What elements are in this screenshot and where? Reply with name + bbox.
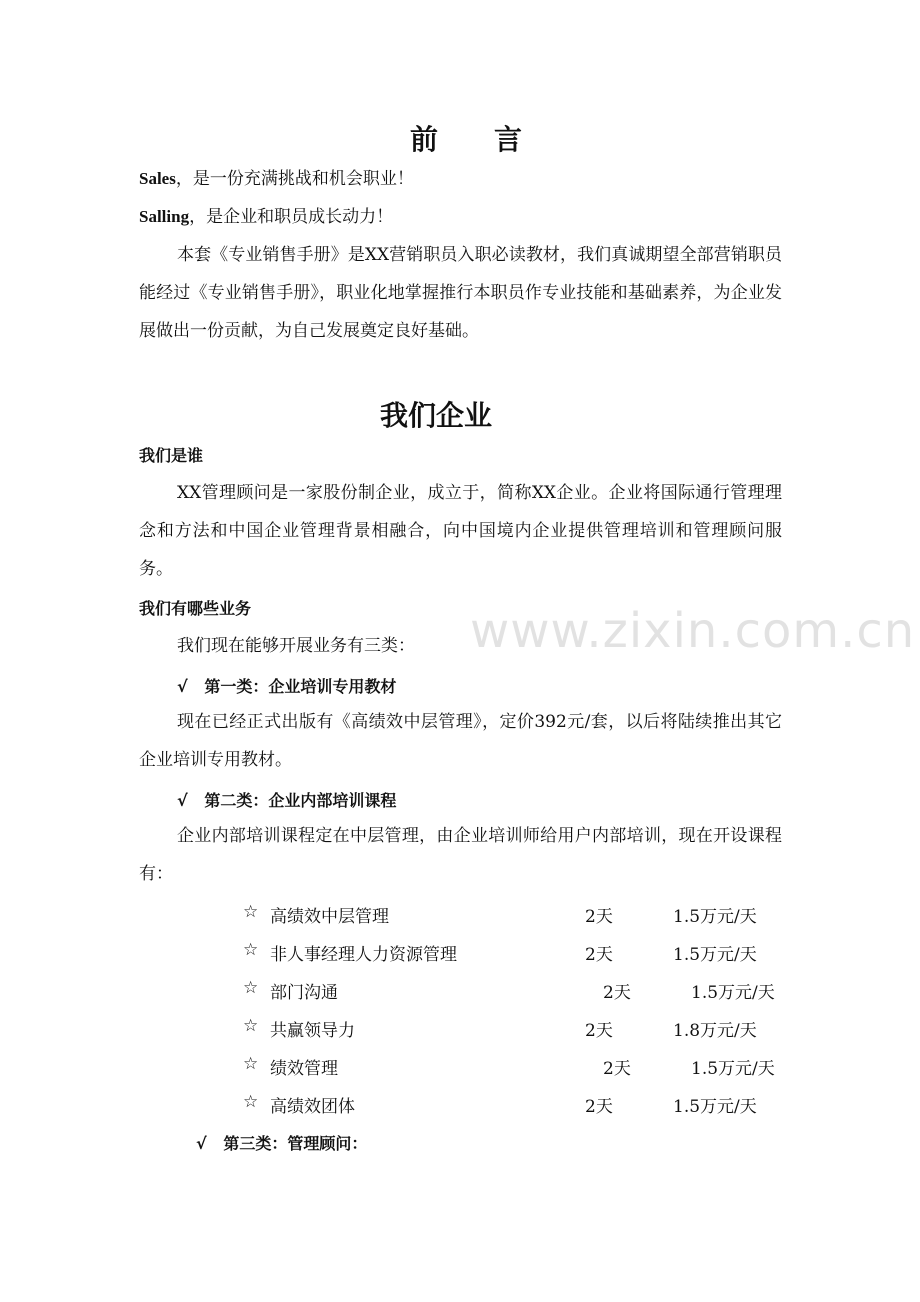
company-title: 我们企业 (380, 399, 493, 432)
star-icon: ☆ (243, 978, 259, 998)
star-icon: ☆ (243, 902, 259, 922)
category-2-paragraph: 企业内部培训课程定在中层管理，由企业培训师给用户内部培训，现在开设课程有： (139, 826, 782, 884)
category-1-paragraph: 现在已经正式出版有《高绩效中层管理》，定价392元/套，以后将陆续推出其它企业培训专用教材。 (139, 712, 782, 770)
course-item (243, 902, 757, 927)
check-icon: √ (177, 791, 188, 810)
course-name: 高绩效团体 (270, 1097, 355, 1117)
preface-paragraph: 本套《专业销售手册》是XX营销职员入职必读教材，我们真诚期望全部营销职员能经过《专业销售手册》，职业化地掌握推行本职员作专业技能和基础素养，为企业发展做出一份贡献，为自己发展奠定良好基础。 (139, 245, 782, 341)
course-name: 共赢领导力 (270, 1021, 355, 1041)
course-days: 2天 (585, 945, 613, 965)
course-price: 1.5万元/天 (673, 945, 757, 965)
course-name: 高绩效中层管理 (270, 907, 389, 927)
check-icon: √ (177, 677, 188, 696)
course-item (243, 940, 757, 965)
business-heading: 我们有哪些业务 (139, 599, 252, 618)
category-3-label: 第三类：管理顾问： (223, 1134, 368, 1153)
course-days: 2天 (603, 1059, 631, 1079)
category-2-label: 第二类：企业内部培训课程 (204, 791, 397, 810)
star-icon: ☆ (243, 1054, 259, 1074)
salling-rest: ，是企业和职员成长动力！ (189, 207, 394, 227)
who-paragraph: XX管理顾问是一家股份制企业，成立于，简称XX企业。企业将国际通行管理理念和方法和中国企业管理背景相融合，向中国境内企业提供管理培训和管理顾问服务。 (139, 483, 782, 579)
course-price: 1.5万元/天 (673, 1097, 757, 1117)
check-icon: √ (196, 1134, 207, 1153)
category-1-label: 第一类：企业培训专用教材 (204, 677, 397, 696)
star-icon: ☆ (243, 1092, 259, 1112)
sales-word: Sales (139, 169, 176, 188)
category-1 (177, 674, 396, 697)
course-days: 2天 (585, 1021, 613, 1041)
preface-line-sales (139, 160, 414, 198)
category-2 (177, 788, 396, 811)
business-intro: 我们现在能够开展业务有三类： (177, 636, 415, 656)
course-name: 部门沟通 (270, 983, 338, 1003)
preface-title: 前 言 (410, 123, 523, 156)
course-days: 2天 (603, 983, 631, 1003)
sales-rest: ，是一份充满挑战和机会职业！ (175, 169, 414, 189)
course-price: 1.5万元/天 (673, 907, 757, 927)
course-item (243, 1016, 757, 1041)
star-icon: ☆ (243, 1016, 259, 1036)
who-heading: 我们是谁 (139, 446, 204, 465)
course-price: 1.5万元/天 (691, 1059, 775, 1079)
star-icon: ☆ (243, 940, 259, 960)
course-name: 非人事经理人力资源管理 (270, 945, 457, 965)
course-price: 1.5万元/天 (691, 983, 775, 1003)
course-price: 1.8万元/天 (673, 1021, 757, 1041)
course-days: 2天 (585, 1097, 613, 1117)
course-item (243, 1054, 775, 1079)
course-days: 2天 (585, 907, 613, 927)
category-3 (196, 1131, 367, 1154)
course-item (243, 978, 775, 1003)
preface-line-salling (139, 198, 393, 236)
course-item (243, 1092, 757, 1117)
salling-word: Salling (139, 207, 190, 226)
course-name: 绩效管理 (270, 1059, 338, 1079)
watermark: www.zixin.com.cn (470, 603, 916, 659)
